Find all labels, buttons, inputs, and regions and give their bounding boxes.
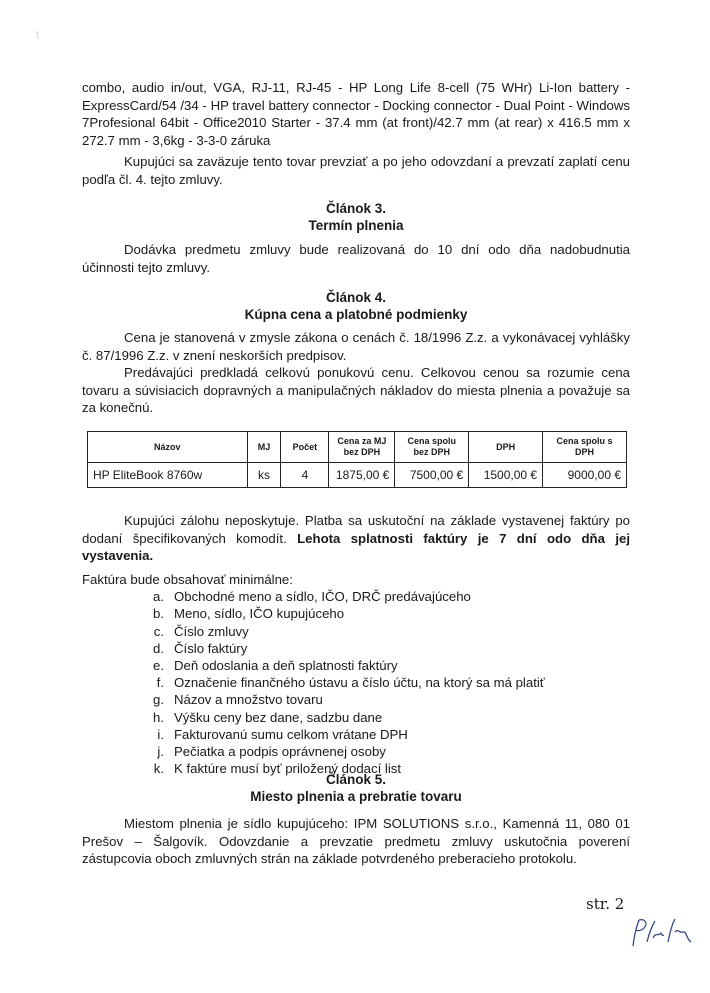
product-specification-text: combo, audio in/out, VGA, RJ-11, RJ-45 - HP Long Life 8-cell (75 WHr) Li-Ion battery - ExpressCard/54 /34 - HP travel battery connector - Docking connector - Dual Point - Windows 7Profesional 64bit - Office2010 Starter - 37.4 mm (at front)/42.7 mm (at rear) x 416.5 mm x 272.7 mm - 3,6kg - 3-3-0 záruka: [82, 80, 630, 148]
article-5-number: Článok 5.: [325, 772, 387, 787]
unit-cell: ks: [247, 463, 281, 488]
list-item: j. Pečiatka a podpis oprávnenej osoby: [157, 744, 386, 760]
invoice-requirements-list: [82, 571, 545, 777]
column-header: MJ: [247, 432, 281, 463]
article-3-number: Článok 3.: [325, 201, 387, 216]
column-header: Cena spolu s DPH: [543, 432, 627, 463]
list-item: b. Meno, sídlo, IČO kupujúceho: [153, 606, 345, 622]
list-item: a. Obchodné meno a sídlo, IČO, DRČ predávajúceho: [153, 589, 471, 605]
invoice-list-intro: Faktúra bude obsahovať minimálne:: [82, 572, 293, 587]
total-without-vat-cell: 7500,00 €: [395, 463, 469, 488]
list-item: i. Fakturovanú sumu celkom vrátane DPH: [157, 726, 408, 742]
quantity-cell: 4: [281, 463, 329, 488]
column-header: DPH: [469, 432, 543, 463]
article-3-title: Termín plnenia: [308, 218, 404, 233]
list-item: k. K faktúre musí byť priložený dodací list: [153, 761, 402, 777]
buyer-obligation-paragraph: Kupujúci sa zaväzuje tento tovar prevziať a po jeho odovzdaní a prevzatí zaplatí cenu podľa čl. 4. tejto zmluvy.: [82, 154, 630, 187]
unit-price-cell: 1875,00 €: [329, 463, 395, 488]
payment-deadline-text: Lehota splatnosti faktúry je 7 dní odo dňa jej vystavenia.: [82, 530, 630, 563]
scan-mark: [36, 26, 39, 34]
article-4-paragraph-2: Predávajúci predkladá celkovú ponukovú cenu. Celkovou cenou sa rozumie cena tovaru a súvisiacich dopravných a manipulačných nákladov do miesta plnenia a považuje sa za konečnú.: [82, 365, 630, 415]
price-table: [87, 431, 627, 488]
list-item: f. Označenie finančného ústavu a číslo účtu, na ktorý sa má platiť: [156, 675, 545, 691]
item-name-cell: HP EliteBook 8760w: [88, 463, 248, 488]
article-4-title: Kúpna cena a platobné podmienky: [244, 307, 468, 322]
article-4-number: Článok 4.: [325, 290, 387, 305]
article-5-title: Miesto plnenia a prebratie tovaru: [250, 789, 462, 804]
list-item: g. Názov a množstvo tovaru: [153, 692, 323, 708]
list-item: h. Výšku ceny bez dane, sadzbu dane: [153, 709, 383, 725]
list-item: c. Číslo zmluvy: [153, 623, 249, 639]
handwritten-signature: [625, 912, 695, 952]
list-item: d. Číslo faktúry: [153, 640, 248, 656]
list-item: e. Deň odoslania a deň splatnosti faktúry: [153, 658, 398, 674]
total-with-vat-cell: 9000,00 €: [543, 463, 627, 488]
column-header: Počet: [281, 432, 329, 463]
payment-terms-text: Kupujúci zálohu neposkytuje. Platba sa uskutoční na základe vystavenej faktúry po dodaní špecifikovaných komodít.: [82, 513, 630, 546]
column-header: Názov: [88, 432, 248, 463]
page-number: str. 2: [586, 895, 625, 913]
vat-cell: 1500,00 €: [469, 463, 543, 488]
table-row: [88, 463, 627, 488]
article-4-paragraph-1: Cena je stanovená v zmysle zákona o cenách č. 18/1996 Z.z. a vykonávacej vyhlášky č. 87/1996 Z.z. v znení neskorších predpisov.: [82, 330, 630, 363]
price-table-header-row: [88, 432, 627, 463]
payment-terms-paragraph: [82, 512, 630, 565]
article-5-text: Miestom plnenia je sídlo kupujúceho: IPM SOLUTIONS s.r.o., Kamenná 11, 080 01 Prešov – Šalgovík. Odovzdanie a prevzatie predmetu zmluvy uskutočnia poverení zástupcovia oboch zmluvných strán na základe potvrdeného preberacieho protokolu.: [82, 816, 630, 866]
column-header: Cena spolu bez DPH: [395, 432, 469, 463]
article-3-text: Dodávka predmetu zmluvy bude realizovaná do 10 dní odo dňa nadobudnutia účinnosti tejto zmluvy.: [82, 242, 630, 275]
column-header: Cena za MJ bez DPH: [329, 432, 395, 463]
